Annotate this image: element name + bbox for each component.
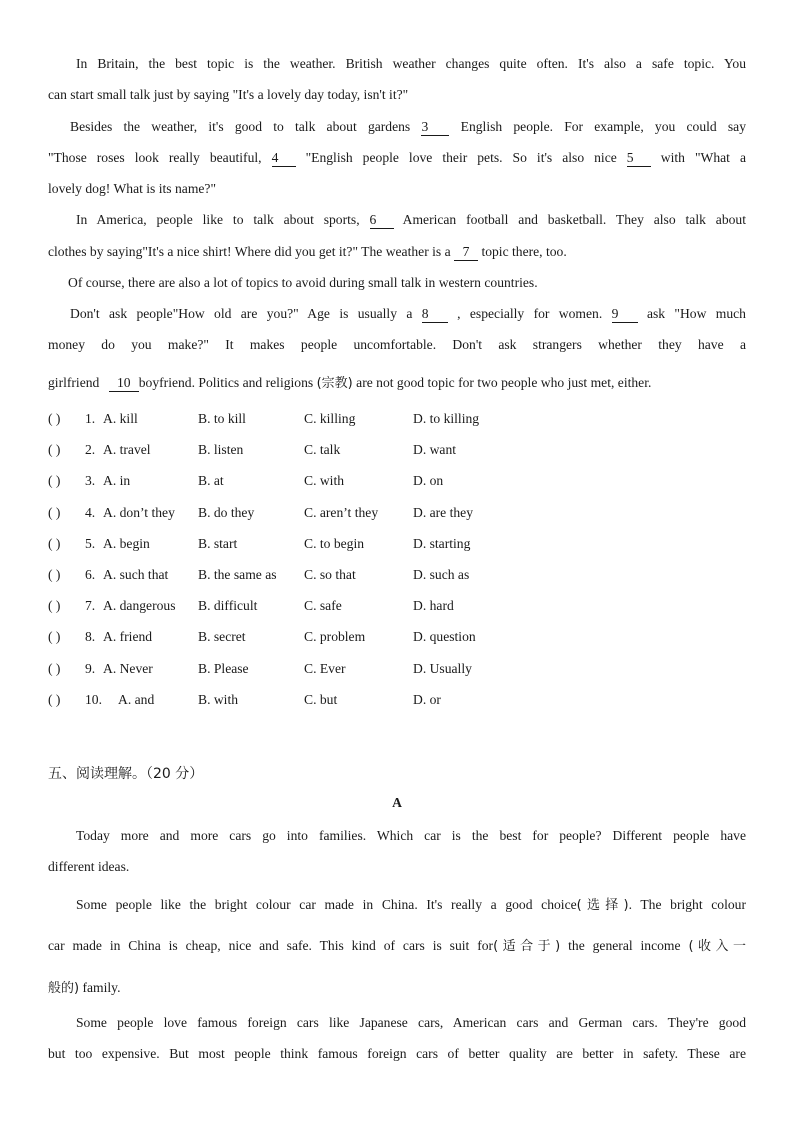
passage-text: with "What a — [660, 150, 746, 165]
reading-gloss: 般的) — [48, 981, 80, 996]
option-c: C. killing — [304, 411, 356, 426]
question-row — [48, 409, 746, 429]
passage-text: "English people love their pets. So it's also nice — [305, 150, 617, 165]
option-b: B. listen — [198, 442, 244, 457]
option-a: A. in — [103, 473, 131, 488]
reading-gloss: (适合于) — [493, 939, 561, 954]
reading-line — [48, 1044, 746, 1064]
answer-bracket: ( ) — [48, 536, 61, 551]
question-number: 1. — [85, 411, 96, 426]
option-a: A. such that — [103, 567, 169, 582]
passage-line — [48, 54, 746, 74]
question-row — [48, 690, 746, 710]
option-b: B. at — [198, 473, 224, 488]
passage-text: are not good topic for two people who just met, either. — [356, 375, 652, 390]
passage-line — [48, 210, 746, 230]
reading-text: . The bright colour — [628, 897, 746, 912]
answer-bracket: ( ) — [48, 567, 61, 582]
answer-bracket: ( ) — [48, 661, 61, 676]
option-b: B. difficult — [198, 598, 258, 613]
passage-line — [48, 373, 746, 394]
reading-text: car made in China is cheap, nice and safe. This kind of cars is suit for — [48, 938, 494, 953]
option-c: C. safe — [304, 598, 342, 613]
question-row — [48, 471, 746, 491]
option-d: D. want — [413, 442, 457, 457]
answer-bracket: ( ) — [48, 505, 61, 520]
option-b: B. Please — [198, 661, 249, 676]
question-row — [48, 440, 746, 460]
question-row — [48, 627, 746, 647]
answer-bracket: ( ) — [48, 473, 61, 488]
blank-5: 5 — [627, 150, 651, 167]
option-a: A. and — [118, 692, 155, 707]
option-b: B. the same as — [198, 567, 277, 582]
option-d: D. Usually — [413, 661, 472, 676]
option-d: D. to killing — [413, 411, 480, 426]
option-d: D. starting — [413, 536, 471, 551]
reading-line — [48, 857, 746, 877]
question-row — [48, 596, 746, 616]
reading-text: different ideas. — [48, 859, 130, 874]
reading-line — [48, 978, 746, 999]
option-a: A. don’t they — [103, 505, 175, 520]
passage-gloss: (宗教) — [316, 376, 353, 391]
question-row — [48, 534, 746, 554]
reading-text: Some people love famous foreign cars like Japanese cars, American cars and German cars. They're good — [76, 1015, 746, 1030]
blank-9: 9 — [612, 306, 638, 323]
passage-text: money do you make?" It makes people uncomfortable. Don't ask strangers whether they have a — [48, 337, 746, 352]
blank-6: 6 — [370, 212, 394, 229]
section-heading: 五、阅读理解。（20 分） — [48, 766, 204, 782]
option-a: A. kill — [103, 411, 138, 426]
option-d: D. on — [413, 473, 444, 488]
option-d: D. question — [413, 629, 476, 644]
option-c: C. Ever — [304, 661, 346, 676]
blank-3: 3 — [421, 119, 449, 136]
passage-text: Besides the weather, it's good to talk about gardens — [70, 119, 411, 134]
passage-text: clothes by saying"It's a nice shirt! Where did you get it?" The weather is a — [48, 244, 451, 259]
answer-bracket: ( ) — [48, 442, 61, 457]
reading-gloss: (选择) — [576, 898, 629, 913]
passage-text: "Those roses look really beautiful, — [48, 150, 262, 165]
passage-text: In Britain, the best topic is the weather. British weather changes quite often. It's also a safe topic. You — [76, 56, 746, 71]
reading-text: Today more and more cars go into families. Which car is the best for people? Different people have — [76, 828, 746, 843]
passage-text: can start small talk just by saying "It's a lovely day today, isn't it?" — [48, 87, 409, 102]
question-number: 8. — [85, 629, 96, 644]
option-b: B. with — [198, 692, 239, 707]
question-number: 6. — [85, 567, 96, 582]
option-b: B. do they — [198, 505, 255, 520]
option-a: A. begin — [103, 536, 150, 551]
option-a: A. Never — [103, 661, 153, 676]
passage-text: topic there, too. — [481, 244, 567, 259]
option-d: D. are they — [413, 505, 474, 520]
passage-line — [48, 335, 746, 355]
passage-text: , especially for women. — [457, 306, 603, 321]
question-number: 3. — [85, 473, 96, 488]
passage-line — [48, 85, 746, 105]
option-b: B. start — [198, 536, 238, 551]
passage-line — [48, 273, 746, 293]
passage-text: American football and basketball. They also talk about — [402, 212, 746, 227]
answer-bracket: ( ) — [48, 411, 61, 426]
question-number: 10. — [85, 692, 102, 707]
passage-text: ask "How much — [646, 306, 746, 321]
passage-line — [48, 179, 746, 199]
blank-10: 10 — [109, 375, 139, 392]
reading-text: the general income — [568, 938, 681, 953]
passage-text: lovely dog! What is its name?" — [48, 181, 217, 196]
reading-text: family. — [82, 980, 121, 995]
option-c: C. aren’t they — [304, 505, 379, 520]
option-d: D. or — [413, 692, 441, 707]
option-c: C. but — [304, 692, 338, 707]
blank-7: 7 — [454, 244, 478, 261]
passage-text: girlfriend — [48, 375, 100, 390]
option-c: C. to begin — [304, 536, 365, 551]
passage-text: boyfriend. Politics and religions — [138, 375, 314, 390]
option-d: D. hard — [413, 598, 454, 613]
blank-8: 8 — [422, 306, 448, 323]
passage-text: English people. For example, you could say — [460, 119, 747, 134]
question-row — [48, 565, 746, 585]
passage-line — [48, 148, 746, 168]
reading-text: Some people like the bright colour car made in China. It's really a good choice — [76, 897, 577, 912]
option-c: C. problem — [304, 629, 366, 644]
question-number: 9. — [85, 661, 96, 676]
option-c: C. talk — [304, 442, 341, 457]
option-b: B. secret — [198, 629, 246, 644]
passage-text: Don't ask people"How old are you?" Age is usually a — [70, 306, 413, 321]
question-row — [48, 659, 746, 679]
answer-bracket: ( ) — [48, 692, 61, 707]
passage-label: A — [392, 795, 402, 810]
passage-line — [48, 242, 746, 262]
passage-line — [48, 117, 746, 137]
reading-line — [48, 1013, 746, 1033]
option-b: B. to kill — [198, 411, 246, 426]
option-a: A. friend — [103, 629, 153, 644]
answer-bracket: ( ) — [48, 629, 61, 644]
option-c: C. with — [304, 473, 345, 488]
option-a: A. travel — [103, 442, 151, 457]
option-a: A. dangerous — [103, 598, 176, 613]
reading-text: but too expensive. But most people think famous foreign cars of better quality are better in safety. These are — [48, 1046, 746, 1061]
reading-line — [48, 936, 746, 957]
passage-text: In America, people like to talk about sports, — [76, 212, 360, 227]
passage-line — [48, 304, 746, 324]
question-number: 2. — [85, 442, 96, 457]
passage-text: Of course, there are also a lot of topics to avoid during small talk in western countries. — [68, 275, 538, 290]
option-c: C. so that — [304, 567, 356, 582]
reading-gloss: (收入一 — [688, 939, 746, 954]
blank-4: 4 — [272, 150, 296, 167]
option-d: D. such as — [413, 567, 470, 582]
question-number: 5. — [85, 536, 96, 551]
answer-bracket: ( ) — [48, 598, 61, 613]
reading-line — [48, 895, 746, 916]
question-number: 4. — [85, 505, 96, 520]
question-number: 7. — [85, 598, 96, 613]
question-row — [48, 503, 746, 523]
reading-line — [48, 826, 746, 846]
